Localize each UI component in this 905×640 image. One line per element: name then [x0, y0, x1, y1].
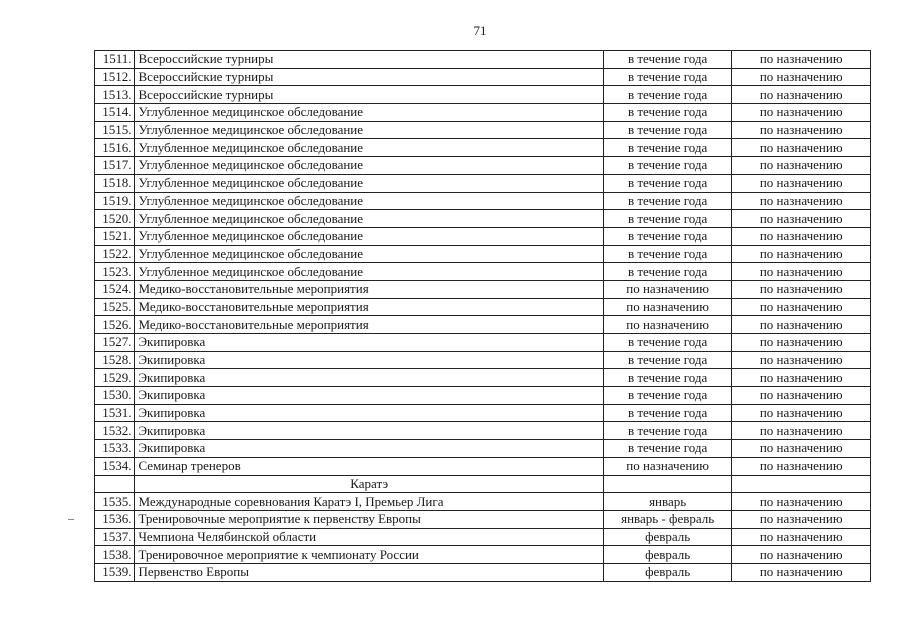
table-row [95, 104, 871, 122]
table-row [95, 51, 871, 69]
event-period: в течение года [603, 263, 731, 281]
event-place: по назначению [732, 387, 871, 405]
event-period: в течение года [603, 51, 731, 69]
event-period: в течение года [603, 174, 731, 192]
table-row [95, 298, 871, 316]
event-period: в течение года [603, 351, 731, 369]
event-name: Экипировка [135, 334, 603, 352]
event-period: январь - февраль [603, 510, 731, 528]
event-period: в течение года [603, 68, 731, 86]
event-period: февраль [603, 528, 731, 546]
event-name: Углубленное медицинское обследование [135, 245, 603, 263]
event-name: Экипировка [135, 422, 603, 440]
event-place: по назначению [732, 404, 871, 422]
row-number: 1518. [95, 174, 135, 192]
row-number: 1511. [95, 51, 135, 69]
row-number: 1512. [95, 68, 135, 86]
row-number: 1531. [95, 404, 135, 422]
event-name: Медико-восстановительные мероприятия [135, 298, 603, 316]
table-row [95, 139, 871, 157]
event-place: по назначению [732, 68, 871, 86]
event-name: Семинар тренеров [135, 457, 603, 475]
event-place: по назначению [732, 457, 871, 475]
table-row [95, 121, 871, 139]
table-row [95, 457, 871, 475]
event-name: Медико-восстановительные мероприятия [135, 280, 603, 298]
event-period: в течение года [603, 139, 731, 157]
event-place: по назначению [732, 192, 871, 210]
event-period: в течение года [603, 369, 731, 387]
row-number: 1532. [95, 422, 135, 440]
event-place: по назначению [732, 528, 871, 546]
table-row [95, 157, 871, 175]
event-place: по назначению [732, 298, 871, 316]
event-name: Первенство Европы [135, 563, 603, 581]
event-name: Экипировка [135, 404, 603, 422]
table-row [95, 422, 871, 440]
event-period: в течение года [603, 192, 731, 210]
event-period: в течение года [603, 334, 731, 352]
event-period: в течение года [603, 422, 731, 440]
section-row [95, 475, 871, 493]
event-place: по назначению [732, 227, 871, 245]
table-row [95, 86, 871, 104]
table-row [95, 263, 871, 281]
event-period: январь [603, 493, 731, 511]
event-place: по назначению [732, 369, 871, 387]
event-period: февраль [603, 546, 731, 564]
event-name: Углубленное медицинское обследование [135, 139, 603, 157]
row-number: 1513. [95, 86, 135, 104]
event-period: февраль [603, 563, 731, 581]
event-place: по назначению [732, 316, 871, 334]
table-row [95, 68, 871, 86]
event-place: по назначению [732, 121, 871, 139]
event-period: в течение года [603, 227, 731, 245]
page-number: 71 [473, 23, 487, 38]
table-row [95, 387, 871, 405]
event-period: в течение года [603, 210, 731, 228]
event-name: Экипировка [135, 440, 603, 458]
event-name: Экипировка [135, 351, 603, 369]
event-place: по назначению [732, 422, 871, 440]
event-place: по назначению [732, 440, 871, 458]
event-name: Тренировочные мероприятие к первенству Европы [135, 510, 603, 528]
row-number: 1537. [95, 528, 135, 546]
schedule-table [94, 50, 871, 582]
event-period: по назначению [603, 457, 731, 475]
table-row [95, 351, 871, 369]
event-place: по назначению [732, 174, 871, 192]
event-place: по назначению [732, 351, 871, 369]
table-row [95, 369, 871, 387]
event-place: по назначению [732, 546, 871, 564]
table-row [95, 245, 871, 263]
table-row [95, 510, 871, 528]
event-name: Углубленное медицинское обследование [135, 104, 603, 122]
event-place: по назначению [732, 280, 871, 298]
event-name: Углубленное медицинское обследование [135, 263, 603, 281]
schedule-table-body [95, 51, 871, 582]
event-place: по назначению [732, 245, 871, 263]
event-name: Всероссийские турниры [135, 51, 603, 69]
row-number: 1514. [95, 104, 135, 122]
event-name: Углубленное медицинское обследование [135, 174, 603, 192]
table-row [95, 404, 871, 422]
row-number: 1539. [95, 563, 135, 581]
event-place: по назначению [732, 510, 871, 528]
event-place: по назначению [732, 86, 871, 104]
section-period-cell [603, 475, 731, 493]
event-period: в течение года [603, 104, 731, 122]
event-name: Углубленное медицинское обследование [135, 210, 603, 228]
table-row [95, 316, 871, 334]
event-period: в течение года [603, 121, 731, 139]
row-number: 1523. [95, 263, 135, 281]
event-name: Чемпиона Челябинской области [135, 528, 603, 546]
row-number: 1533. [95, 440, 135, 458]
row-number: 1530. [95, 387, 135, 405]
event-place: по назначению [732, 51, 871, 69]
event-name: Углубленное медицинское обследование [135, 121, 603, 139]
row-number: 1516. [95, 139, 135, 157]
event-name: Всероссийские турниры [135, 86, 603, 104]
table-row [95, 563, 871, 581]
event-period: по назначению [603, 298, 731, 316]
row-number: 1535. [95, 493, 135, 511]
event-name: Тренировочное мероприятие к чемпионату России [135, 546, 603, 564]
event-place: по назначению [732, 334, 871, 352]
event-period: в течение года [603, 387, 731, 405]
event-place: по назначению [732, 157, 871, 175]
row-number: 1517. [95, 157, 135, 175]
row-number: 1520. [95, 210, 135, 228]
row-number: 1527. [95, 334, 135, 352]
row-number: 1536. [95, 510, 135, 528]
event-name: Углубленное медицинское обследование [135, 227, 603, 245]
table-row [95, 227, 871, 245]
row-number: 1534. [95, 457, 135, 475]
event-name: Углубленное медицинское обследование [135, 192, 603, 210]
row-number: 1519. [95, 192, 135, 210]
event-place: по назначению [732, 493, 871, 511]
table-row [95, 174, 871, 192]
section-title: Каратэ [135, 475, 603, 493]
row-number: 1529. [95, 369, 135, 387]
event-place: по назначению [732, 563, 871, 581]
event-name: Международные соревнования Каратэ I, Премьер Лига [135, 493, 603, 511]
table-row [95, 440, 871, 458]
row-number: 1524. [95, 280, 135, 298]
table-row [95, 546, 871, 564]
event-name: Медико-восстановительные мероприятия [135, 316, 603, 334]
event-place: по назначению [732, 210, 871, 228]
event-place: по назначению [732, 263, 871, 281]
row-number: 1522. [95, 245, 135, 263]
event-name: Всероссийские турниры [135, 68, 603, 86]
event-name: Экипировка [135, 369, 603, 387]
table-row [95, 192, 871, 210]
row-number: 1526. [95, 316, 135, 334]
margin-mark [68, 519, 74, 520]
event-period: в течение года [603, 86, 731, 104]
table-row [95, 493, 871, 511]
event-period: в течение года [603, 404, 731, 422]
row-number: 1525. [95, 298, 135, 316]
table-row [95, 528, 871, 546]
row-number: 1528. [95, 351, 135, 369]
event-name: Экипировка [135, 387, 603, 405]
event-place: по назначению [732, 139, 871, 157]
event-period: по назначению [603, 316, 731, 334]
section-num-cell [95, 475, 135, 493]
event-period: в течение года [603, 245, 731, 263]
section-place-cell [732, 475, 871, 493]
event-period: по назначению [603, 280, 731, 298]
row-number: 1521. [95, 227, 135, 245]
row-number: 1538. [95, 546, 135, 564]
table-row [95, 334, 871, 352]
table-row [95, 280, 871, 298]
event-name: Углубленное медицинское обследование [135, 157, 603, 175]
row-number: 1515. [95, 121, 135, 139]
event-period: в течение года [603, 157, 731, 175]
event-place: по назначению [732, 104, 871, 122]
event-period: в течение года [603, 440, 731, 458]
table-row [95, 210, 871, 228]
